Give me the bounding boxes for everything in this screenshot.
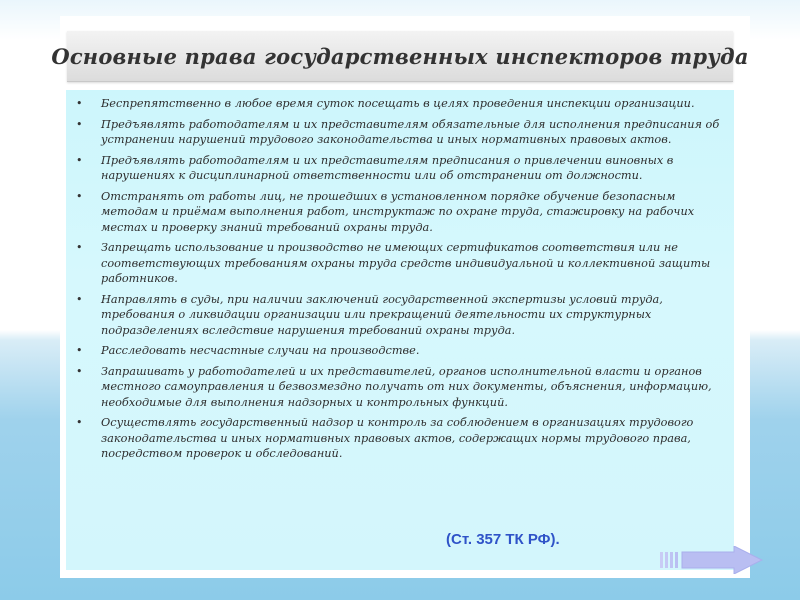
list-item-text: Запрашивать у работодателей и их представителей, органов исполнительной власти и органов местного самоуправления и безвозмездно получать от них документы, объяснения, информацию, необходимые для выполнения надзорных и контрольных функций. <box>101 364 712 409</box>
bullet-icon: • <box>76 189 83 203</box>
list-item-text: Осуществлять государственный надзор и контроль за соблюдением в организациях трудового законодательства и иных нормативных правовых актов, содержащих нормы трудового права, посредством проверок и обследований. <box>101 416 694 460</box>
slide-title: Основные права государственных инспекторов труда <box>51 43 749 69</box>
next-slide-button[interactable] <box>660 546 764 574</box>
title-bar <box>51 31 749 82</box>
list-item-text: Предъявлять работодателям и их представителям предписания о привлечении виновных в нарушениях к дисциплинарной ответственности или об отстранении от должности. <box>101 153 674 182</box>
bullet-icon: • <box>76 241 83 254</box>
list-item <box>66 240 724 287</box>
list-item <box>66 117 724 148</box>
list-item <box>66 343 724 359</box>
bullet-icon: • <box>76 344 83 357</box>
list-item-text: Предъявлять работодателям и их представителям обязательные для исполнения предписания об устранении нарушений трудового законодательства и иных нормативных правовых актов. <box>101 117 720 146</box>
list-item <box>66 292 724 339</box>
list-item <box>66 364 724 411</box>
bullet-icon: • <box>76 416 83 429</box>
list-item-text: Расследовать несчастные случаи на производстве. <box>101 344 420 357</box>
content-box <box>66 90 734 570</box>
list-item <box>66 415 724 462</box>
bullet-icon: • <box>76 364 83 378</box>
list-item <box>66 153 724 184</box>
list-item-text: Отстранять от работы лиц, не прошедших в установленном порядке обучение безопасным методам и приёмам выполнения работ, инструктаж по охране труда, стажировку на рабочих местах и проверку знаний требований охраны труда. <box>101 189 695 234</box>
list-item-text: Направлять в суды, при наличии заключений государственной экспертизы условий труда, требования о ликвидации организации или прекращений деятельности их структурных подразделениях вследствие нарушения требований охраны труда. <box>101 292 663 337</box>
arrow-right-icon <box>660 546 764 574</box>
bullet-icon: • <box>76 292 83 306</box>
bullet-icon: • <box>76 117 83 131</box>
list-item-text: Запрещать использование и производство не имеющих сертификатов соответствия или не соответствующих требованиям охраны труда средств индивидуальной и коллективной защиты работников. <box>101 241 711 285</box>
bullet-icon: • <box>76 153 83 167</box>
list-item-text: Беспрепятственно в любое время суток посещать в целях проведения инспекции организации. <box>101 97 695 110</box>
rights-list <box>66 90 734 462</box>
list-item <box>66 96 724 112</box>
bullet-icon: • <box>76 97 83 110</box>
list-item <box>66 189 724 236</box>
citation: (Ст. 357 ТК РФ). <box>446 531 560 548</box>
